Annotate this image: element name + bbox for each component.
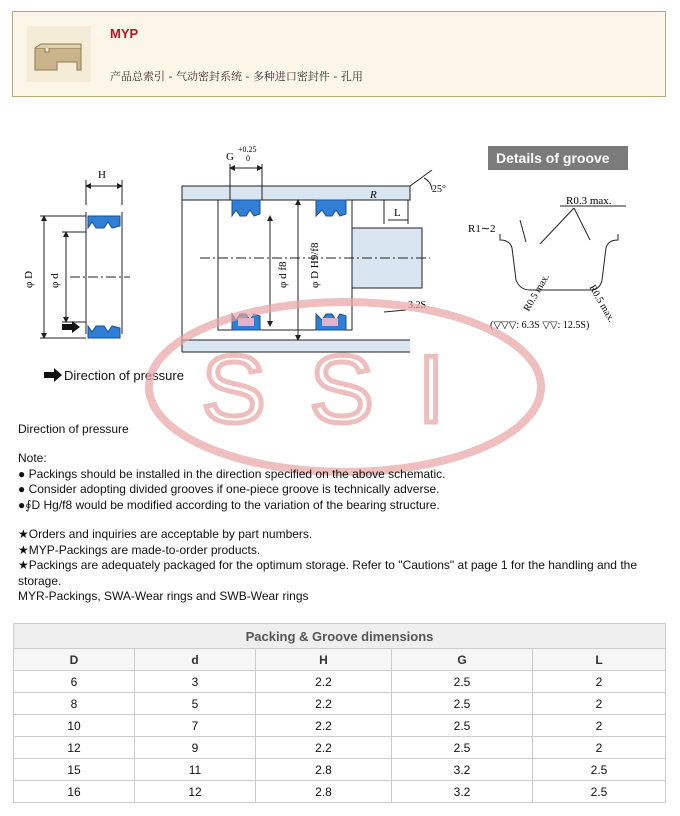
breadcrumb-item-pneumatic[interactable]: 气动密封系统 xyxy=(175,70,242,83)
svg-text:SSI: SSI xyxy=(201,336,489,443)
cell-H: 2.2 xyxy=(256,671,392,693)
cell-D: 15 xyxy=(14,759,135,781)
breadcrumb-item-imported[interactable]: 多种进口密封件 xyxy=(252,70,330,83)
cell-d: 3 xyxy=(135,671,256,693)
cell-H: 2.2 xyxy=(256,715,392,737)
product-title: MYP xyxy=(110,26,139,41)
cell-d: 12 xyxy=(135,781,256,803)
column-header-H: H xyxy=(256,649,392,671)
dim-phi-D-label: φ D xyxy=(23,270,35,288)
finish-legend: (▽▽▽: 6.3S ▽▽: 12.5S) xyxy=(490,320,590,331)
cell-D: 16 xyxy=(14,781,135,803)
cell-d: 7 xyxy=(135,715,256,737)
star-note: ★MYP-Packings are made-to-order products. xyxy=(18,542,261,557)
cell-H: 2.8 xyxy=(256,781,392,803)
dim-D-H9f8-label: φ D H9/f8 xyxy=(309,242,321,288)
table-row xyxy=(14,671,666,693)
dim-r-label: R xyxy=(370,189,377,201)
column-header-L: L xyxy=(533,649,666,671)
table-title: Packing & Groove dimensions xyxy=(14,624,666,649)
star-note: ★Orders and inquiries are acceptable by part numbers. xyxy=(18,527,313,541)
star-note: ★Packings are adequately packaged for the optimum storage. Refer to "Cautions" at page 1 for the handling and the storage. xyxy=(18,558,637,588)
cell-G: 3.2 xyxy=(392,759,533,781)
related-products: MYR-Packings, SWA-Wear rings and SWB-Wear rings xyxy=(18,589,309,603)
table-row xyxy=(14,715,666,737)
breadcrumb-item-bore: 孔用 xyxy=(340,70,363,83)
cell-D: 8 xyxy=(14,693,135,715)
dim-phi-d-label: φ d xyxy=(49,273,61,288)
product-thumbnail xyxy=(27,26,91,82)
cell-L: 2 xyxy=(533,671,666,693)
cell-D: 12 xyxy=(14,737,135,759)
table-row xyxy=(14,737,666,759)
direction-caption: Direction of pressure xyxy=(64,368,184,383)
cell-G: 3.2 xyxy=(392,781,533,803)
breadcrumb-separator: - xyxy=(329,70,341,83)
cell-H: 2.8 xyxy=(256,759,392,781)
cell-D: 10 xyxy=(14,715,135,737)
cell-L: 2 xyxy=(533,737,666,759)
dim-l-label: L xyxy=(394,207,401,219)
dim-g-tol-lower: 0 xyxy=(246,154,250,163)
cell-L: 2 xyxy=(533,693,666,715)
cell-G: 2.5 xyxy=(392,693,533,715)
cell-d: 5 xyxy=(135,693,256,715)
cell-H: 2.2 xyxy=(256,693,392,715)
product-header xyxy=(12,11,666,97)
cell-G: 2.5 xyxy=(392,737,533,759)
cell-L: 2.5 xyxy=(533,781,666,803)
groove-r05-right-label: R0.5 max. xyxy=(586,283,617,325)
groove-r05-left-label: R0.5 max. xyxy=(521,272,552,314)
direction-text: Direction of pressure xyxy=(18,422,129,436)
table-row xyxy=(14,693,666,715)
dim-g-label: G xyxy=(226,151,234,163)
breadcrumb-separator: - xyxy=(241,70,253,83)
dim-g-tol-upper: +0.25 xyxy=(238,145,257,154)
technical-schematic xyxy=(0,130,680,400)
dimensions-table xyxy=(13,623,666,803)
breadcrumb-separator: - xyxy=(165,70,176,83)
breadcrumb-item-index[interactable]: 产品总索引 xyxy=(110,70,165,83)
notes-block xyxy=(18,451,446,513)
note-item: ● Consider adopting divided grooves if one-piece groove is technically adverse. xyxy=(18,482,440,496)
note-item: ●∮D Hg/f8 would be modified according to the variation of the bearing structure. xyxy=(18,497,440,512)
cell-H: 2.2 xyxy=(256,737,392,759)
cell-G: 2.5 xyxy=(392,715,533,737)
cell-d: 11 xyxy=(135,759,256,781)
column-header-d: d xyxy=(135,649,256,671)
cell-L: 2 xyxy=(533,715,666,737)
cell-d: 9 xyxy=(135,737,256,759)
surface-finish-label: 3.2S xyxy=(408,300,427,311)
column-header-D: D xyxy=(14,649,135,671)
cell-G: 2.5 xyxy=(392,671,533,693)
table-row xyxy=(14,759,666,781)
groove-r03-label: R0.3 max. xyxy=(566,195,612,207)
ordering-notes xyxy=(18,527,658,605)
table-row xyxy=(14,781,666,803)
note-heading: Note: xyxy=(18,451,47,465)
column-header-G: G xyxy=(392,649,533,671)
cell-L: 2.5 xyxy=(533,759,666,781)
note-item: ● Packings should be installed in the direction specified on the above schematic. xyxy=(18,466,446,481)
dim-d-f8-label: φ d f8 xyxy=(277,261,289,288)
groove-detail-title: Details of groove xyxy=(496,150,610,166)
dim-h-label: H xyxy=(98,169,106,181)
groove-r1-2-label: R1∼2 xyxy=(468,223,496,235)
cell-D: 6 xyxy=(14,671,135,693)
breadcrumb xyxy=(110,68,363,84)
chamfer-angle-label: 25° xyxy=(432,184,446,195)
